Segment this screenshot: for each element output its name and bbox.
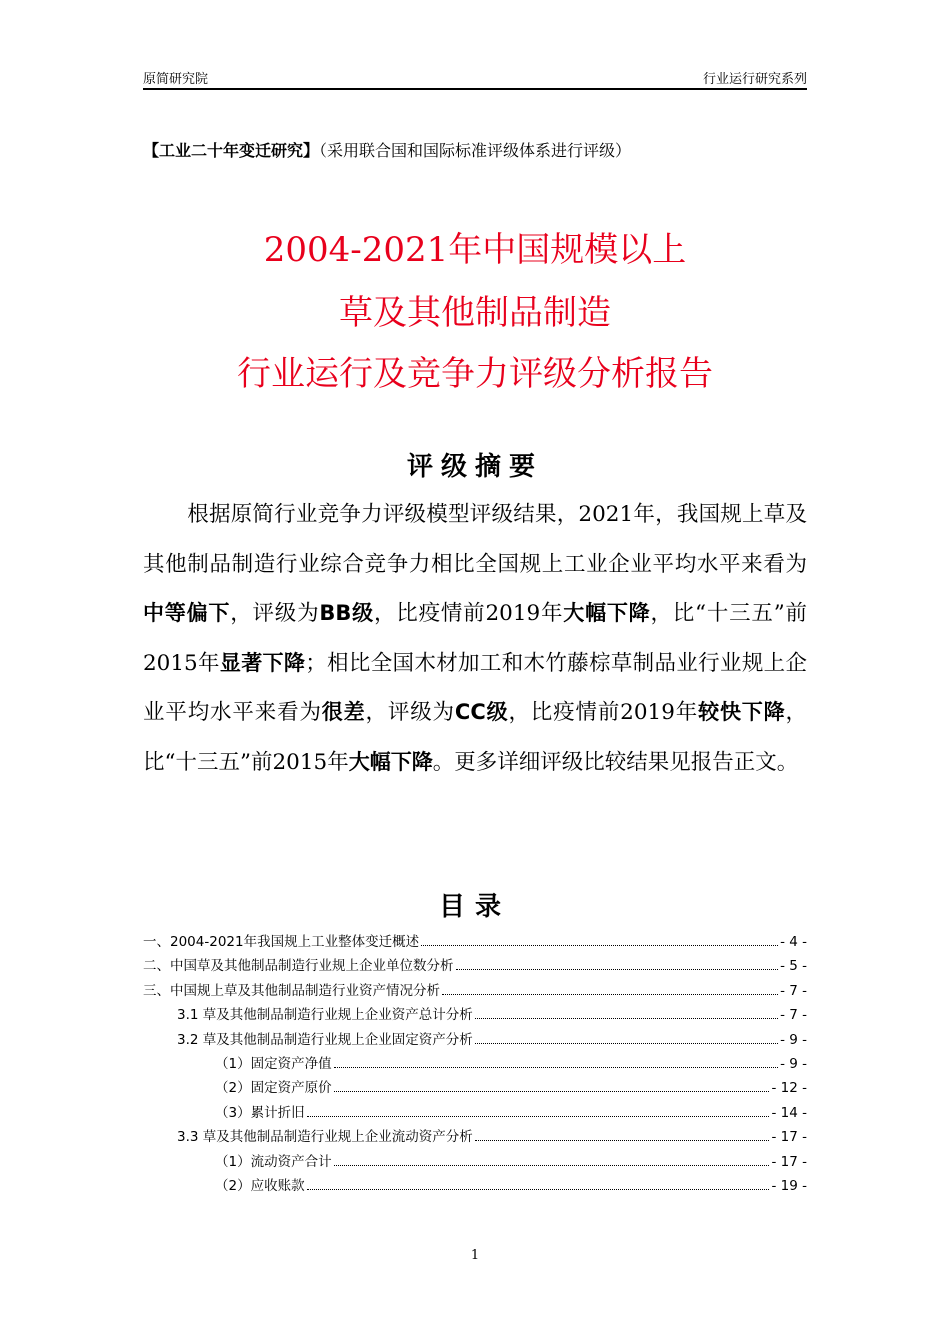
toc-entry[interactable] [143, 1150, 807, 1174]
summary-text: ，评级为 [365, 700, 455, 725]
table-of-contents [143, 930, 807, 1198]
toc-entry-label: 一、2004-2021年我国规上工业整体变迁概述 [143, 934, 420, 950]
toc-entry[interactable] [143, 979, 807, 1003]
toc-entry-page: - 17 - [771, 1153, 807, 1170]
toc-entry[interactable] [143, 1101, 807, 1125]
toc-entry[interactable] [143, 1003, 807, 1027]
summary-emphasis: 中等偏下 [143, 601, 231, 625]
toc-entry-label: （1）固定资产净值 [215, 1055, 332, 1072]
toc-leader-dots [334, 1066, 778, 1068]
summary-text: ，评级为 [230, 601, 320, 626]
report-title-line-2: 草及其他制品制造 [339, 293, 611, 333]
summary-text: ，比疫情前2019年 [373, 601, 564, 626]
toc-entry[interactable] [143, 1028, 807, 1052]
header-org-name: 原简研究院 [143, 72, 209, 87]
toc-entry-label: （2）应收账款 [215, 1177, 305, 1194]
toc-entry[interactable] [143, 954, 807, 978]
toc-leader-dots [475, 1139, 770, 1141]
toc-entry[interactable] [143, 930, 807, 954]
page-header [143, 66, 807, 90]
toc-entry-page: - 4 - [780, 934, 807, 950]
toc-leader-dots [307, 1188, 770, 1190]
toc-entry-page: - 9 - [780, 1055, 807, 1072]
summary-emphasis: 大幅下降 [563, 601, 651, 625]
report-title-line-3: 行业运行及竞争力评级分析报告 [237, 354, 713, 394]
summary-paragraph [143, 490, 807, 787]
toc-heading: 目录 [438, 892, 511, 922]
summary-text: 。更多详细评级比较结果见报告正文。 [432, 749, 799, 775]
toc-entry[interactable] [143, 1052, 807, 1076]
toc-entry-label: （1）流动资产合计 [215, 1153, 332, 1170]
toc-entry-page: - 12 - [771, 1080, 807, 1097]
toc-entry-label: 二、中国草及其他制品制造行业规上企业单位数分析 [143, 958, 454, 975]
header-series-name: 行业运行研究系列 [702, 72, 807, 87]
toc-entry-page: - 14 - [771, 1104, 807, 1121]
page-number: 1 [470, 1248, 480, 1263]
summary-emphasis: 显著下降 [219, 650, 306, 675]
summary-text: ，比“十三五”前2015年 [143, 700, 808, 775]
toc-entry-label: （2）固定资产原价 [215, 1080, 332, 1097]
toc-entry-page: - 9 - [780, 1031, 807, 1048]
toc-entry-page: - 7 - [780, 982, 807, 999]
toc-leader-dots [334, 1164, 770, 1166]
toc-entry-label: 3.3 草及其他制品制造行业规上企业流动资产分析 [177, 1129, 473, 1146]
toc-entry[interactable] [143, 1125, 807, 1149]
summary-emphasis: 大幅下降 [348, 749, 433, 774]
report-title-line-1: 2004-2021年中国规模以上 [263, 230, 687, 270]
summary-text: ，比疫情前2019年 [508, 700, 699, 725]
summary-emphasis: CC级 [454, 700, 509, 724]
series-line [143, 138, 807, 161]
summary-emphasis: 较快下降 [698, 700, 786, 724]
summary-text: ；相比全国木材加工和木竹藤棕草制品业行业规上企业平均水平来看为 [143, 650, 808, 725]
toc-entry-label: （3）累计折旧 [215, 1104, 305, 1121]
toc-entry[interactable] [143, 1076, 807, 1100]
toc-leader-dots [307, 1115, 770, 1117]
summary-emphasis: 很差 [321, 700, 366, 724]
series-note: （采用联合国和国际标准评级体系进行评级） [319, 141, 632, 160]
toc-entry-page: - 7 - [780, 1007, 807, 1024]
summary-body [143, 502, 807, 775]
toc-leader-dots [421, 944, 778, 946]
toc-leader-dots [475, 1042, 778, 1044]
series-bracket: 【工业二十年变迁研究】 [143, 141, 320, 160]
summary-heading: 评级摘要 [406, 452, 543, 482]
summary-text: 根据原简行业竞争力评级模型评级结果，2021年，我国规上草及其他制品制造行业综合竞争力相比全国规上工业企业平均水平来看为 [143, 502, 807, 577]
toc-leader-dots [475, 1017, 778, 1019]
toc-entry-page: - 17 - [771, 1129, 807, 1146]
toc-entry-label: 三、中国规上草及其他制品制造行业资产情况分析 [143, 982, 440, 999]
summary-text: ，比“十三五”前2015年 [143, 601, 808, 676]
toc-leader-dots [456, 968, 779, 970]
toc-leader-dots [334, 1090, 770, 1092]
toc-entry-page: - 19 - [771, 1177, 807, 1194]
toc-entry-page: - 5 - [780, 958, 807, 975]
toc-entry-label: 3.1 草及其他制品制造行业规上企业资产总计分析 [177, 1007, 473, 1024]
toc-leader-dots [442, 993, 778, 995]
toc-entry-label: 3.2 草及其他制品制造行业规上企业固定资产分析 [177, 1031, 473, 1048]
summary-emphasis: BB级 [319, 601, 374, 625]
toc-entry[interactable] [143, 1174, 807, 1198]
